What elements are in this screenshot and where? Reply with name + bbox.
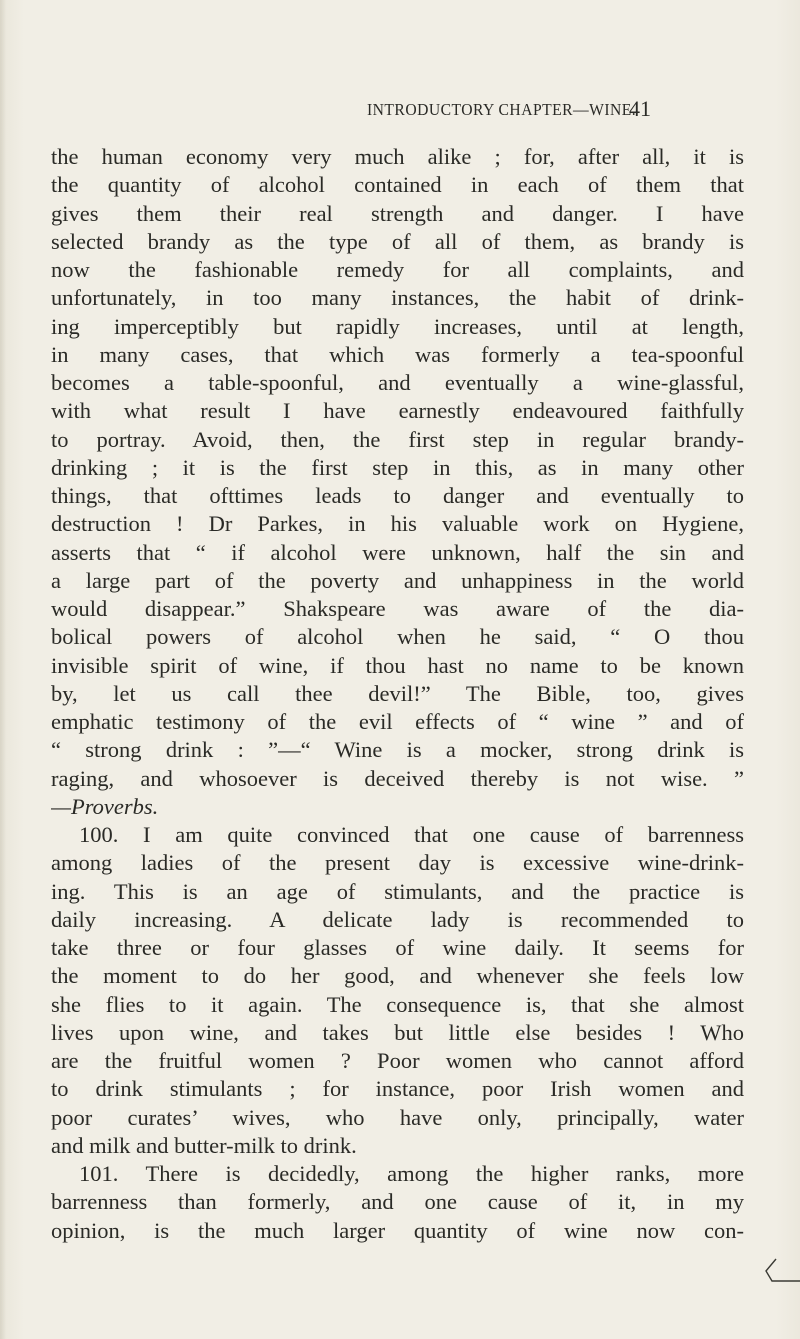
text-line: unfortunately, in too many instances, the habit of drink-: [51, 285, 744, 311]
text-line: she flies to it again. The consequence is, that she almost: [51, 991, 744, 1017]
text-line: and milk and butter-milk to drink.: [51, 1132, 357, 1158]
text-line: gives them their real strength and danger. I have: [51, 200, 744, 226]
text-line: the quantity of alcohol contained in each of them that: [51, 172, 744, 198]
body-text: [51, 143, 744, 1245]
text-line: asserts that “ if alcohol were unknown, half the sin and: [51, 539, 744, 565]
text-line: opinion, is the much larger quantity of wine now con-: [51, 1217, 744, 1243]
text-line: destruction ! Dr Parkes, in his valuable work on Hygiene,: [51, 511, 744, 537]
paragraph-100-start: 100. I am quite convinced that one cause of barrenness: [79, 822, 744, 847]
page-number: 41: [629, 96, 651, 121]
text-line: lives upon wine, and takes but little else besides ! Who: [51, 1019, 744, 1045]
text-line: —Proverbs.: [51, 793, 159, 819]
text-line: with what result I have earnestly endeavoured faithfully: [51, 398, 744, 424]
text-line: bolical powers of alcohol when he said, “ O thou: [51, 624, 744, 650]
text-line: the human economy very much alike ; for, after all, it is: [51, 144, 744, 169]
text-line: drinking ; it is the first step in this, as in many other: [51, 454, 744, 480]
text-line: becomes a table-spoonful, and eventually a wine-glassful,: [51, 370, 744, 395]
text-line: to portray. Avoid, then, the first step in regular brandy-: [51, 426, 744, 452]
page-header: [0, 96, 800, 126]
text-line: by, let us call thee devil!” The Bible, too, gives: [51, 680, 744, 706]
text-line: take three or four glasses of wine daily. It seems for: [51, 935, 744, 960]
paragraph-101-start: 101. There is decidedly, among the higher ranks, more: [79, 1161, 744, 1186]
text-line: invisible spirit of wine, if thou hast no name to be known: [51, 652, 744, 678]
text-line: among ladies of the present day is excessive wine-drink-: [51, 850, 744, 876]
text-line: daily increasing. A delicate lady is recommended to: [51, 906, 744, 932]
text-line: barrenness than formerly, and one cause of it, in my: [51, 1189, 744, 1215]
text-line: poor curates’ wives, who have only, principally, water: [51, 1104, 744, 1130]
page-gutter-shadow: [0, 0, 6, 1339]
text-line: in many cases, that which was formerly a tea-spoonful: [51, 341, 744, 367]
text-line: emphatic testimony of the evil effects of “ wine ” and of: [51, 709, 744, 734]
text-line: things, that ofttimes leads to danger and eventually to: [51, 483, 744, 508]
text-line: “ strong drink : ”—“ Wine is a mocker, strong drink is: [51, 737, 744, 763]
text-line: ing. This is an age of stimulants, and the practice is: [51, 878, 744, 904]
text-line: raging, and whosoever is deceived thereby is not wise. ”: [51, 765, 744, 791]
text-line: are the fruitful women ? Poor women who cannot afford: [51, 1048, 744, 1073]
text-line: a large part of the poverty and unhappiness in the world: [51, 567, 744, 593]
text-line: now the fashionable remedy for all complaints, and: [51, 257, 744, 282]
running-title: INTRODUCTORY CHAPTER—WINE.: [367, 100, 637, 119]
text-line: ing imperceptibly but rapidly increases, until at length,: [51, 313, 744, 339]
text-line: would disappear.” Shakspeare was aware of the dia-: [51, 596, 744, 621]
margin-bracket-mark: [762, 1257, 800, 1287]
text-line: to drink stimulants ; for instance, poor Irish women and: [51, 1076, 744, 1102]
text-line: selected brandy as the type of all of them, as brandy is: [51, 228, 744, 254]
text-line: the moment to do her good, and whenever she feels low: [51, 963, 744, 989]
